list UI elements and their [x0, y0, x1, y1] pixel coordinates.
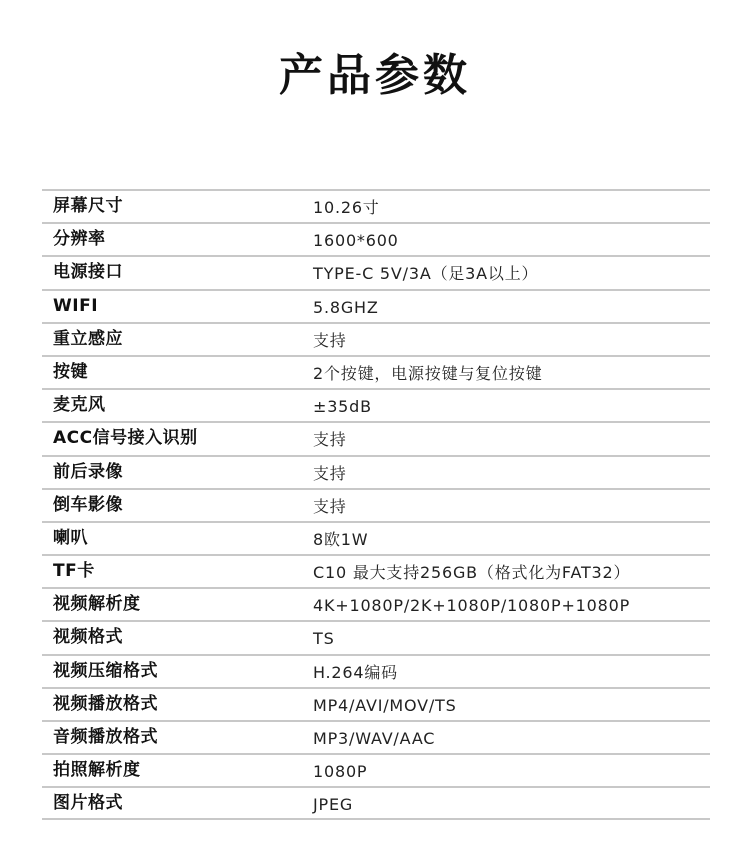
spec-label: 倒车影像	[53, 494, 123, 515]
spec-row-tf-card	[42, 554, 710, 587]
spec-row-acc-signal	[42, 421, 710, 454]
spec-value: MP4/AVI/MOV/TS	[313, 695, 457, 715]
page-title: 产品参数	[279, 50, 471, 101]
spec-row-power-port	[42, 255, 710, 288]
spec-row-video-playback	[42, 687, 710, 720]
spec-value: 4K+1080P/2K+1080P/1080P+1080P	[313, 596, 631, 616]
spec-value: TS	[313, 629, 335, 649]
spec-table	[42, 189, 710, 820]
spec-label: 屏幕尺寸	[53, 196, 123, 216]
spec-value: ±35dB	[313, 397, 372, 417]
spec-row-microphone	[42, 388, 710, 421]
spec-label: 麦克风	[53, 395, 106, 416]
spec-label: 音频播放格式	[53, 727, 158, 747]
spec-row-reverse-camera	[42, 488, 710, 521]
spec-row-speaker	[42, 521, 710, 554]
spec-row-video-resolution	[42, 587, 710, 620]
spec-row-photo-resolution	[42, 753, 710, 786]
spec-row-resolution	[42, 222, 710, 255]
spec-label: 视频格式	[53, 627, 123, 648]
spec-label: ACC信号接入识别	[53, 428, 198, 449]
spec-label: 拍照解析度	[53, 760, 141, 781]
spec-row-buttons	[42, 355, 710, 388]
spec-value: JPEG	[313, 795, 354, 815]
spec-label: WIFI	[53, 295, 99, 316]
spec-row-wifi	[42, 289, 710, 322]
spec-label: 视频压缩格式	[53, 660, 158, 681]
spec-row-video-compression	[42, 654, 710, 687]
spec-row-gravity-sensor	[42, 322, 710, 355]
spec-value: 8欧1W	[313, 529, 369, 549]
spec-value: 支持	[313, 496, 347, 516]
spec-row-front-rear-recording	[42, 455, 710, 488]
spec-row-image-format	[42, 786, 710, 819]
spec-row-audio-playback	[42, 720, 710, 753]
spec-row-screen-size	[42, 189, 710, 222]
spec-label: 分辨率	[53, 229, 106, 250]
spec-label: 视频播放格式	[53, 693, 158, 714]
spec-value: MP3/WAV/AAC	[313, 729, 436, 748]
spec-label: 喇叭	[53, 527, 88, 548]
spec-value: 10.26寸	[313, 198, 380, 217]
spec-value: 2个按键，电源按键与复位按键	[313, 363, 543, 383]
spec-value: 1080P	[313, 762, 368, 782]
spec-value: TYPE-C 5V/3A（足3A以上）	[313, 264, 539, 284]
spec-value: 5.8GHZ	[313, 297, 379, 317]
spec-label: 图片格式	[53, 793, 123, 814]
spec-label: 按键	[53, 361, 88, 382]
spec-value: C10 最大支持256GB（格式化为FAT32）	[313, 563, 631, 583]
spec-label: 重立感应	[53, 328, 123, 349]
spec-value: 支持	[313, 430, 347, 450]
spec-label: TF卡	[53, 561, 95, 582]
spec-label: 前后录像	[53, 461, 123, 482]
spec-value: 支持	[313, 463, 347, 483]
spec-value: 支持	[313, 330, 347, 350]
spec-label: 电源接口	[53, 262, 123, 283]
spec-label: 视频解析度	[53, 594, 141, 615]
spec-value: H.264编码	[313, 662, 398, 682]
spec-value: 1600*600	[313, 231, 399, 251]
spec-row-video-format	[42, 620, 710, 653]
